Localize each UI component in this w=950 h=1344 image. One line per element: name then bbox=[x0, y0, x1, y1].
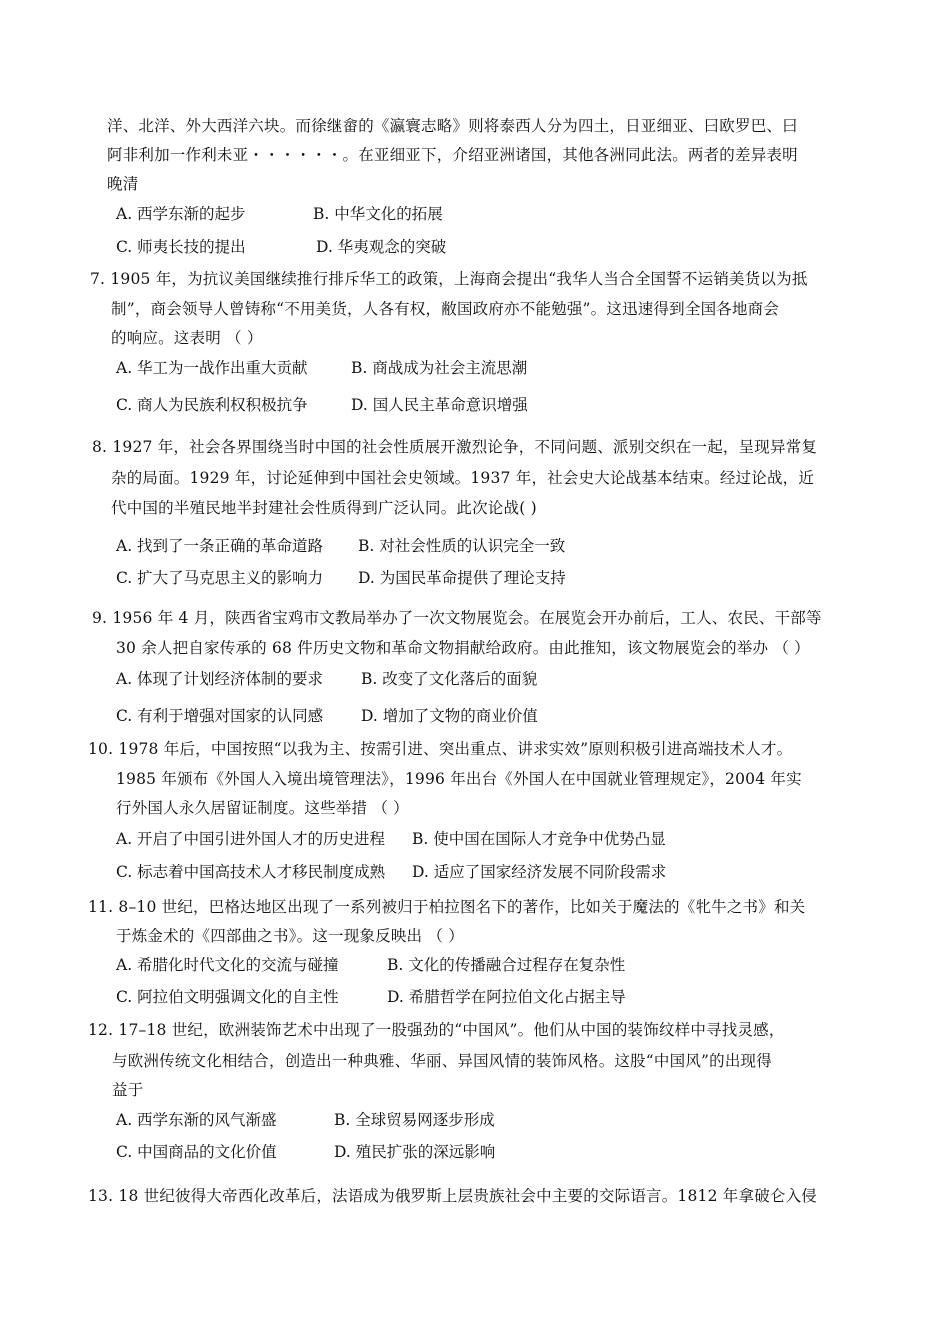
q7-text-line-1: 7. 1905 年，为抗议美国继续推行排斥华工的政策，上海商会提出“我华人当合全国誓不运销美货以为抵 bbox=[90, 270, 808, 288]
q8-option-c[interactable]: C. 扩大了马克思主义的影响力 bbox=[116, 569, 324, 587]
q12-text-line-3: 益于 bbox=[112, 1081, 144, 1099]
q12-option-a[interactable]: A. 西学东渐的风气渐盛 bbox=[116, 1111, 277, 1129]
q6-text-line-1: 洋、北洋、外大西洋六块。而徐继畲的《瀛寰志略》则将泰西人分为四土，日亚细亚、曰欧罗巴、曰 bbox=[107, 117, 798, 135]
q12-text-line-1: 12. 17–18 世纪，欧洲装饰艺术中出现了一股强劲的“中国风”。他们从中国的装饰纹样中寻找灵感， bbox=[88, 1021, 785, 1039]
q13-text-line-1: 13. 18 世纪彼得大帝西化改革后，法语成为俄罗斯上层贵族社会中主要的交际语言。1812 年拿破仑入侵 bbox=[88, 1187, 818, 1205]
q10-option-b[interactable]: B. 使中国在国际人才竞争中优势凸显 bbox=[412, 830, 666, 848]
q10-option-d[interactable]: D. 适应了国家经济发展不同阶段需求 bbox=[412, 863, 667, 881]
q12-option-c[interactable]: C. 中国商品的文化价值 bbox=[116, 1143, 277, 1161]
q7-text-line-2: 制”，商会领导人曾铸称“不用美货，人各有权，敝国政府亦不能勉强”。这迅速得到全国各地商会 bbox=[111, 300, 780, 318]
q8-text-line-3: 代中国的半殖民地半封建社会性质得到广泛认同。此次论战( ) bbox=[111, 499, 537, 517]
q9-option-d[interactable]: D. 增加了文物的商业价值 bbox=[361, 707, 538, 725]
q7-option-a[interactable]: A. 华工为一战作出重大贡献 bbox=[116, 359, 308, 377]
q8-option-b[interactable]: B. 对社会性质的认识完全一致 bbox=[358, 537, 566, 555]
q7-option-b[interactable]: B. 商战成为社会主流思潮 bbox=[351, 359, 528, 377]
q10-option-c[interactable]: C. 标志着中国高技术人才移民制度成熟 bbox=[116, 863, 386, 881]
q9-text-line-1: 9. 1956 年 4 月，陕西省宝鸡市文教局举办了一次文物展览会。在展览会开办前后，工人、农民、干部等 bbox=[92, 609, 822, 627]
q8-option-a[interactable]: A. 找到了一条正确的革命道路 bbox=[116, 537, 324, 555]
q9-text-line-2: 30 余人把自家传承的 68 件历史文物和革命文物捐献给政府。由此推知，该文物展览会的举办 （ ） bbox=[116, 639, 810, 657]
q9-option-a[interactable]: A. 体现了计划经济体制的要求 bbox=[116, 670, 324, 688]
q6-text-line-3: 晚清 bbox=[107, 175, 139, 193]
q8-text-line-1: 8. 1927 年，社会各界围绕当时中国的社会性质展开激烈论争，不同问题、派别交织在一起，呈现异常复 bbox=[92, 438, 818, 456]
q9-option-c[interactable]: C. 有利于增强对国家的认同感 bbox=[116, 707, 324, 725]
q11-option-a[interactable]: A. 希腊化时代文化的交流与碰撞 bbox=[116, 956, 339, 974]
q6-option-d[interactable]: D. 华夷观念的突破 bbox=[316, 238, 447, 256]
q11-text-line-2: 于炼金术的《四部曲之书》。这一现象反映出 （ ） bbox=[116, 927, 464, 945]
q7-text-line-3: 的响应。这表明 （ ） bbox=[111, 329, 263, 347]
q10-text-line-1: 10. 1978 年后，中国按照“以我为主、按需引进、突出重点、讲求实效”原则积极引进高端技术人才。 bbox=[88, 740, 793, 758]
q10-option-a[interactable]: A. 开启了中国引进外国人才的历史进程 bbox=[116, 830, 386, 848]
q10-text-line-2: 1985 年颁布《外国人入境出境管理法》，1996 年出台《外国人在中国就业管理规定》，2004 年实 bbox=[116, 770, 802, 788]
q11-option-d[interactable]: D. 希腊哲学在阿拉伯文化占据主导 bbox=[387, 988, 626, 1006]
q6-option-c[interactable]: C. 师夷长技的提出 bbox=[116, 238, 246, 256]
q11-option-b[interactable]: B. 文化的传播融合过程存在复杂性 bbox=[387, 956, 626, 974]
q6-option-a[interactable]: A. 西学东渐的起步 bbox=[116, 205, 246, 223]
q7-option-d[interactable]: D. 国人民主革命意识增强 bbox=[351, 396, 528, 414]
q12-option-b[interactable]: B. 全球贸易网逐步形成 bbox=[334, 1111, 495, 1129]
q11-option-c[interactable]: C. 阿拉伯文明强调文化的自主性 bbox=[116, 988, 339, 1006]
q11-text-line-1: 11. 8–10 世纪，巴格达地区出现了一系列被归于柏拉图名下的著作，比如关于魔法的《牝牛之书》和关 bbox=[88, 898, 806, 916]
q8-option-d[interactable]: D. 为国民革命提供了理论支持 bbox=[358, 569, 566, 587]
q10-text-line-3: 行外国人永久居留证制度。这些举措 （ ） bbox=[116, 799, 409, 817]
q12-text-line-2: 与欧洲传统文化相结合，创造出一种典雅、华丽、异国风情的装饰风格。这股“中国风”的出现得 bbox=[112, 1052, 772, 1070]
q7-option-c[interactable]: C. 商人为民族利权积极抗争 bbox=[116, 396, 308, 414]
q9-option-b[interactable]: B. 改变了文化落后的面貌 bbox=[361, 670, 538, 688]
q8-text-line-2: 杂的局面。1929 年，讨论延伸到中国社会史领域。1937 年，社会史大论战基本结束。经过论战，近 bbox=[111, 469, 815, 487]
q6-option-b[interactable]: B. 中华文化的拓展 bbox=[313, 205, 443, 223]
q6-text-line-2: 阿非利加一作利未亚・・・・・・。在亚细亚下，介绍亚洲诸国，其他各洲同此法。两者的差异表明 bbox=[107, 146, 798, 164]
q12-option-d[interactable]: D. 殖民扩张的深远影响 bbox=[334, 1143, 496, 1161]
